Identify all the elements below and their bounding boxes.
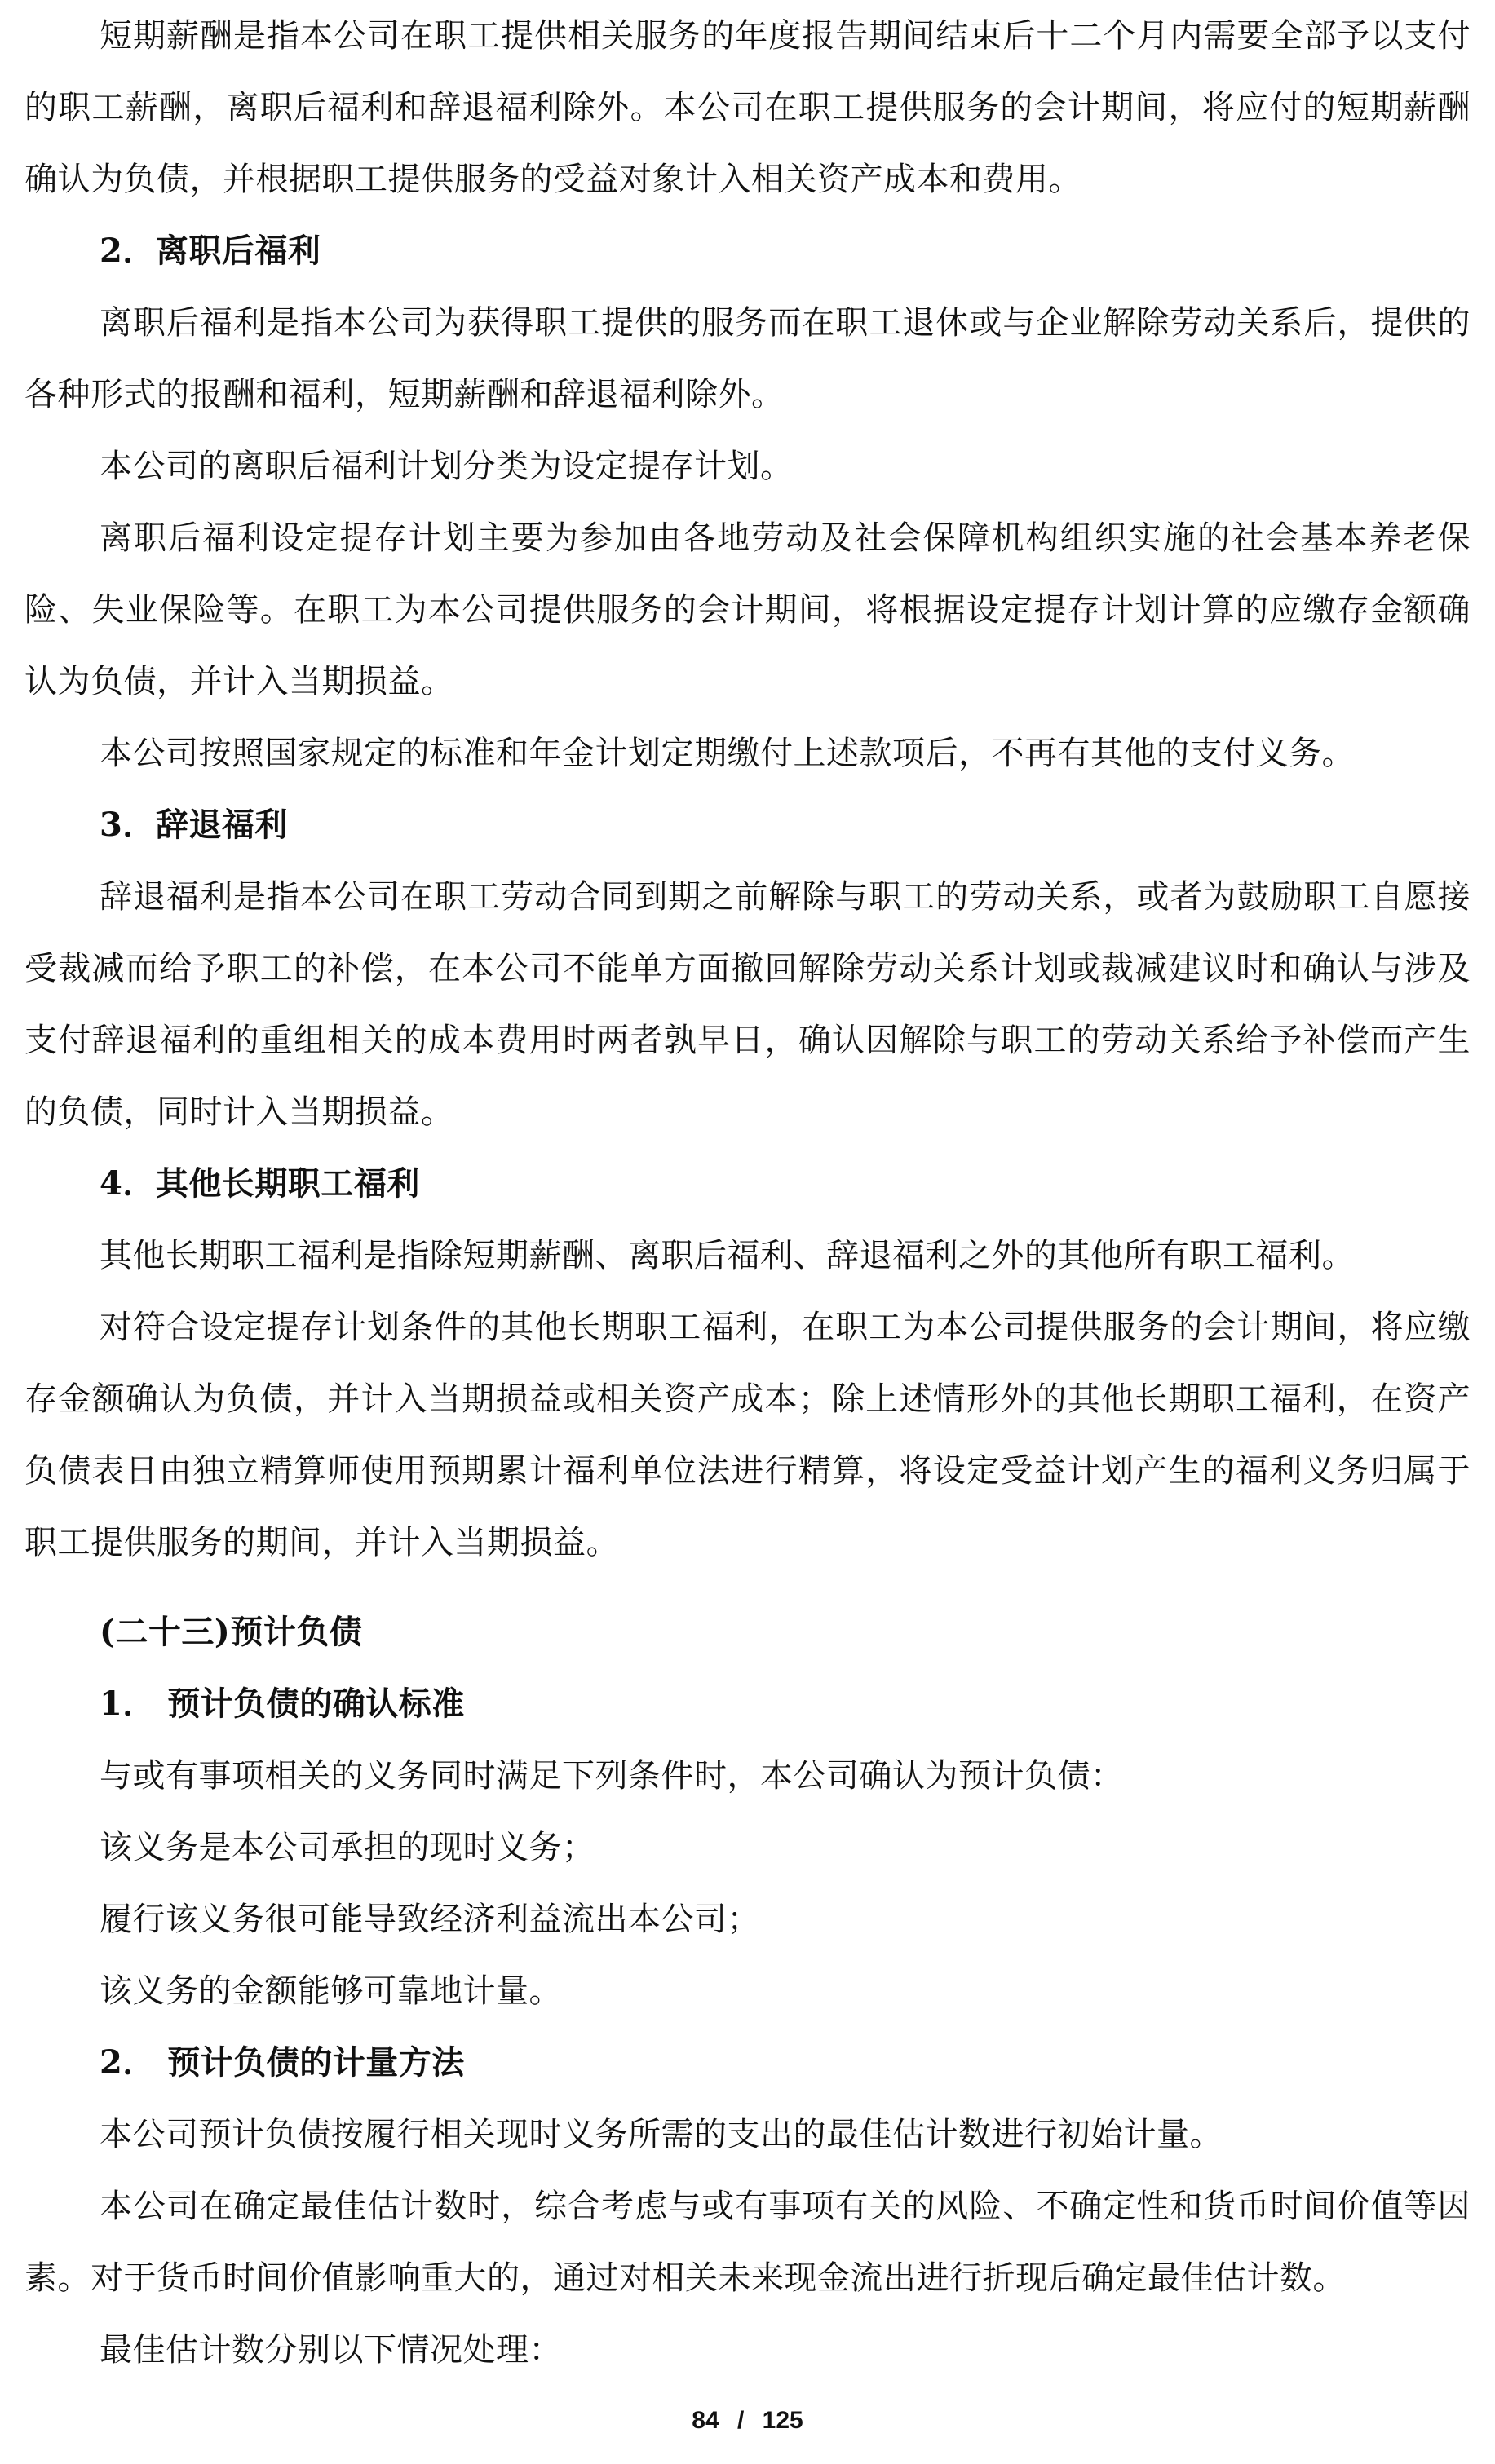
paragraph: 履行该义务很可能导致经济利益流出本公司； <box>100 1901 760 1938</box>
current-page-number: 84 <box>692 2407 719 2434</box>
paragraph: 本公司预计负债按履行相关现时义务所需的支出的最佳估计数进行初始计量。 <box>100 2116 1223 2153</box>
heading-termination-benefits: 3．辞退福利 <box>100 806 288 844</box>
paragraph: 本公司在确定最佳估计数时，综合考虑与或有事项有关的风险、不确定性和货币时间价值等因素。对于货币时间价值影响重大的，通过对相关未来现金流出进行折现后确定最佳估计数。 <box>24 2188 1471 2297</box>
paragraph: 离职后福利设定提存计划主要为参加由各地劳动及社会保障机构组织实施的社会基本养老保险、失业保险等。在职工为本公司提供服务的会计期间，将根据设定提存计划计算的应缴存金额确认为负债，并计入当期损益。 <box>24 519 1471 700</box>
paragraph: 该义务是本公司承担的现时义务； <box>100 1829 595 1866</box>
paragraph: 短期薪酬是指本公司在职工提供相关服务的年度报告期间结束后十二个月内需要全部予以支付的职工薪酬，离职后福利和辞退福利除外。本公司在职工提供服务的会计期间，将应付的短期薪酬确认为负债，并根据职工提供服务的受益对象计入相关资产成本和费用。 <box>24 17 1471 198</box>
heading-other-long-term-benefits: 4．其他长期职工福利 <box>100 1164 420 1203</box>
section-title-provisions: (二十三)预计负债 <box>100 1613 363 1651</box>
paragraph: 本公司按照国家规定的标准和年金计划定期缴付上述款项后，不再有其他的支付义务。 <box>100 735 1355 772</box>
heading-provision-measurement: 2． 预计负债的计量方法 <box>100 2043 465 2082</box>
paragraph: 对符合设定提存计划条件的其他长期职工福利，在职工为本公司提供服务的会计期间，将应缴存金额确认为负债，并计入当期损益或相关资产成本；除上述情形外的其他长期职工福利，在资产负债表日由独立精算师使用预期累计福利单位法进行精算，将设定受益计划产生的福利义务归属于职工提供服务的期间，并计入当期损益。 <box>24 1309 1471 1561</box>
paragraph: 其他长期职工福利是指除短期薪酬、离职后福利、辞退福利之外的其他所有职工福利。 <box>100 1237 1355 1274</box>
heading-post-employment-benefits: 2．离职后福利 <box>100 232 321 270</box>
page-number-footer <box>0 2407 1495 2435</box>
paragraph: 辞退福利是指本公司在职工劳动合同到期之前解除与职工的劳动关系，或者为鼓励职工自愿接受裁减而给予职工的补偿，在本公司不能单方面撤回解除劳动关系计划或裁减建议时和确认与涉及支付辞退福利的重组相关的成本费用时两者孰早日，确认因解除与职工的劳动关系给予补偿而产生的负债，同时计入当期损益。 <box>24 878 1471 1131</box>
paragraph: 离职后福利是指本公司为获得职工提供的服务而在职工退休或与企业解除劳动关系后，提供的各种形式的报酬和福利，短期薪酬和辞退福利除外。 <box>24 304 1471 413</box>
document-page <box>24 0 1471 2386</box>
paragraph: 与或有事项相关的义务同时满足下列条件时，本公司确认为预计负债： <box>100 1757 1124 1795</box>
paragraph: 最佳估计数分别以下情况处理： <box>100 2331 562 2369</box>
page-separator: / <box>736 2407 745 2434</box>
total-pages-number: 125 <box>762 2407 803 2434</box>
paragraph: 本公司的离职后福利计划分类为设定提存计划。 <box>100 448 794 485</box>
paragraph: 该义务的金额能够可靠地计量。 <box>100 1972 562 2010</box>
heading-provision-recognition: 1． 预计负债的确认标准 <box>100 1685 465 1723</box>
